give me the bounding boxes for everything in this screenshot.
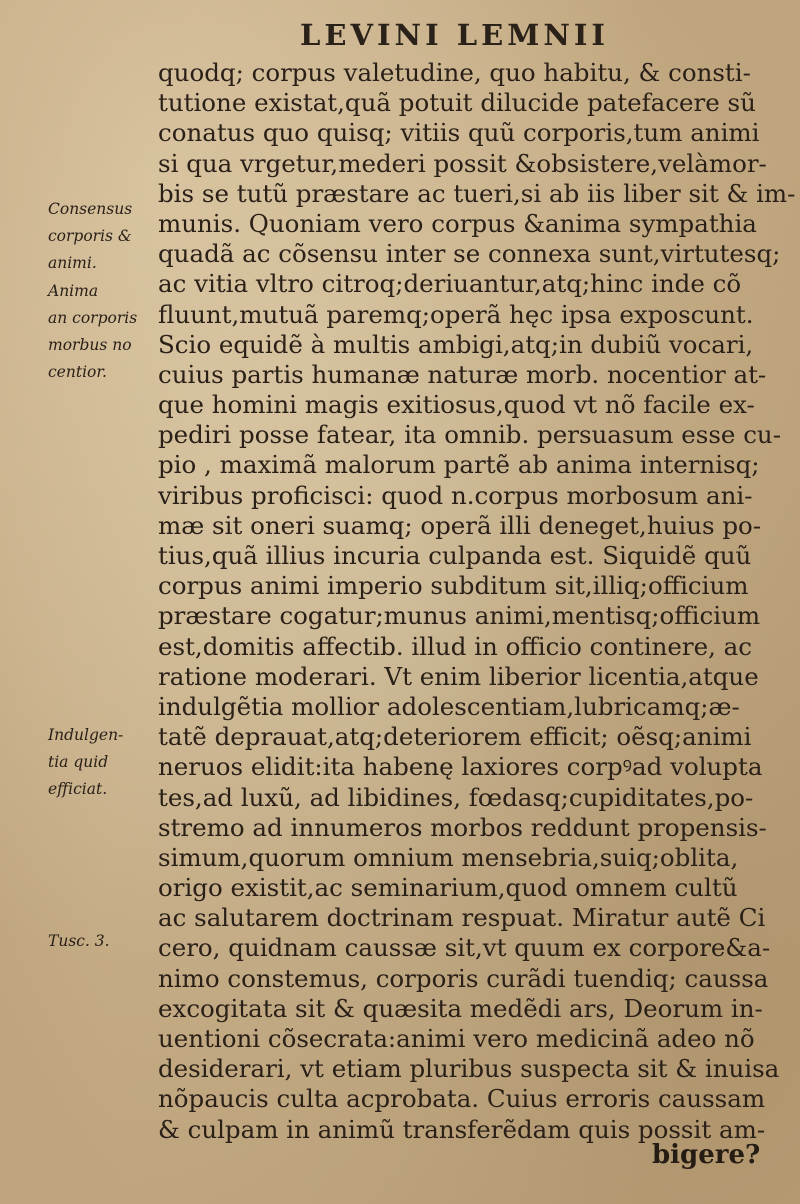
margin-note-line: Indulgen-: [48, 726, 124, 744]
margin-note-tusc: [48, 928, 158, 955]
text-line: est,domitis affectib. illud in officio continere, ac: [158, 631, 752, 661]
text-line: neruos elidit:ita habenę laxiores corpꝰad volupta: [158, 752, 763, 782]
text-line: quodq; corpus valetudine, quo habitu, & consti-: [158, 58, 751, 87]
margin-note-line: animi.: [48, 254, 97, 272]
text-line: ac salutarem doctrinam respuat. Miratur autẽ Ci: [158, 903, 766, 933]
text-line: cuius partis humanæ naturæ morb. nocentior at-: [158, 359, 767, 389]
running-head: LEVINI LEMNII: [300, 18, 609, 52]
body-text: [158, 58, 800, 1145]
text-line: desiderari, vt etiam pluribus suspecta sit & inuisa: [158, 1054, 780, 1084]
margin-note-line: an corporis: [48, 309, 138, 327]
text-line: uentioni cõsecrata:animi vero medicinã adeo nõ: [158, 1024, 755, 1053]
text-line: tatẽ deprauat,atq;deteriorem efficit; oẽsq;animi: [158, 722, 752, 752]
margin-note-anima: [48, 278, 158, 386]
text-line: tutione existat,quã potuit dilucide patefacere sũ: [158, 88, 756, 118]
catchword: bigere?: [652, 1140, 761, 1170]
margin-note-consensus: [48, 196, 158, 277]
text-line: corpus animi imperio subditum sit,illiq;officium: [158, 571, 749, 601]
margin-note-line: centior.: [48, 363, 107, 381]
text-line: nõpaucis culta acprobata. Cuius erroris caussam: [158, 1084, 766, 1114]
text-line: indulgẽtia mollior adolescentiam,lubricamq;æ-: [158, 691, 740, 721]
text-line: tes,ad luxũ, ad libidines, fœdasq;cupiditates,po-: [158, 782, 754, 812]
text-line: quadã ac cõsensu inter se connexa sunt,virtutesq;: [158, 239, 781, 269]
text-line: origo existit,ac seminarium,quod omnem cultũ: [158, 873, 738, 903]
text-line: cero, quidnam caussæ sit,vt quum ex corpore&a-: [158, 933, 771, 963]
text-line: bis se tutũ præstare ac tueri,si ab iis liber sit & im-: [158, 178, 796, 208]
margin-note-line: Consensus: [48, 200, 133, 218]
margin-note-line: Tusc. 3.: [48, 932, 110, 950]
text-line: præstare cogatur;munus animi,mentisq;officium: [158, 601, 761, 631]
text-line: conatus quo quisq; vitiis quũ corporis,tum animi: [158, 118, 760, 148]
text-line: Scio equidẽ à multis ambigi,atq;in dubiũ vocari,: [158, 329, 754, 359]
text-line: viribus proficisci: quod n.corpus morbosum ani-: [158, 480, 753, 510]
text-line: pio , maximã malorum partẽ ab anima internisq;: [158, 450, 760, 480]
text-line: excogitata sit & quæsita medẽdi ars, Deorum in-: [158, 993, 763, 1023]
text-line: stremo ad innumeros morbos reddunt propensis-: [158, 812, 767, 842]
text-line: fluunt,mutuã paremq;operã hęc ipsa exposcunt.: [158, 299, 754, 329]
margin-note-line: tia quid: [48, 753, 109, 771]
text-line: munis. Quoniam vero corpus &anima sympathia: [158, 208, 757, 238]
text-line: mæ sit oneri suamq; operã illi deneget,huius po-: [158, 510, 762, 540]
margin-note-indulgentia: [48, 722, 158, 803]
text-line: ratione moderari. Vt enim liberior licentia,atque: [158, 661, 759, 691]
text-line: tius,quã illius incuria culpanda est. Siquidẽ quũ: [158, 541, 752, 570]
text-line: pediri posse fatear, ita omnib. persuasum esse cu-: [158, 420, 781, 450]
text-line: ac vitia vltro citroq;deriuantur,atq;hinc inde cõ: [158, 269, 742, 299]
margin-note-line: Anima: [48, 282, 99, 300]
margin-note-line: corporis &: [48, 227, 132, 245]
text-line: & culpam in animũ transferẽdam quis possit am-: [158, 1114, 766, 1144]
text-line: si qua vrgetur,mederi possit &obsistere,velàmor-: [158, 148, 767, 178]
text-line: simum,quorum omnium mensebria,suiq;oblita,: [158, 842, 739, 872]
margin-note-line: efficiat.: [48, 780, 108, 798]
text-line: que homini magis exitiosus,quod vt nõ facile ex-: [158, 390, 755, 420]
margin-note-line: morbus no: [48, 336, 132, 354]
text-line: nimo constemus, corporis curãdi tuendiq; caussa: [158, 963, 769, 993]
